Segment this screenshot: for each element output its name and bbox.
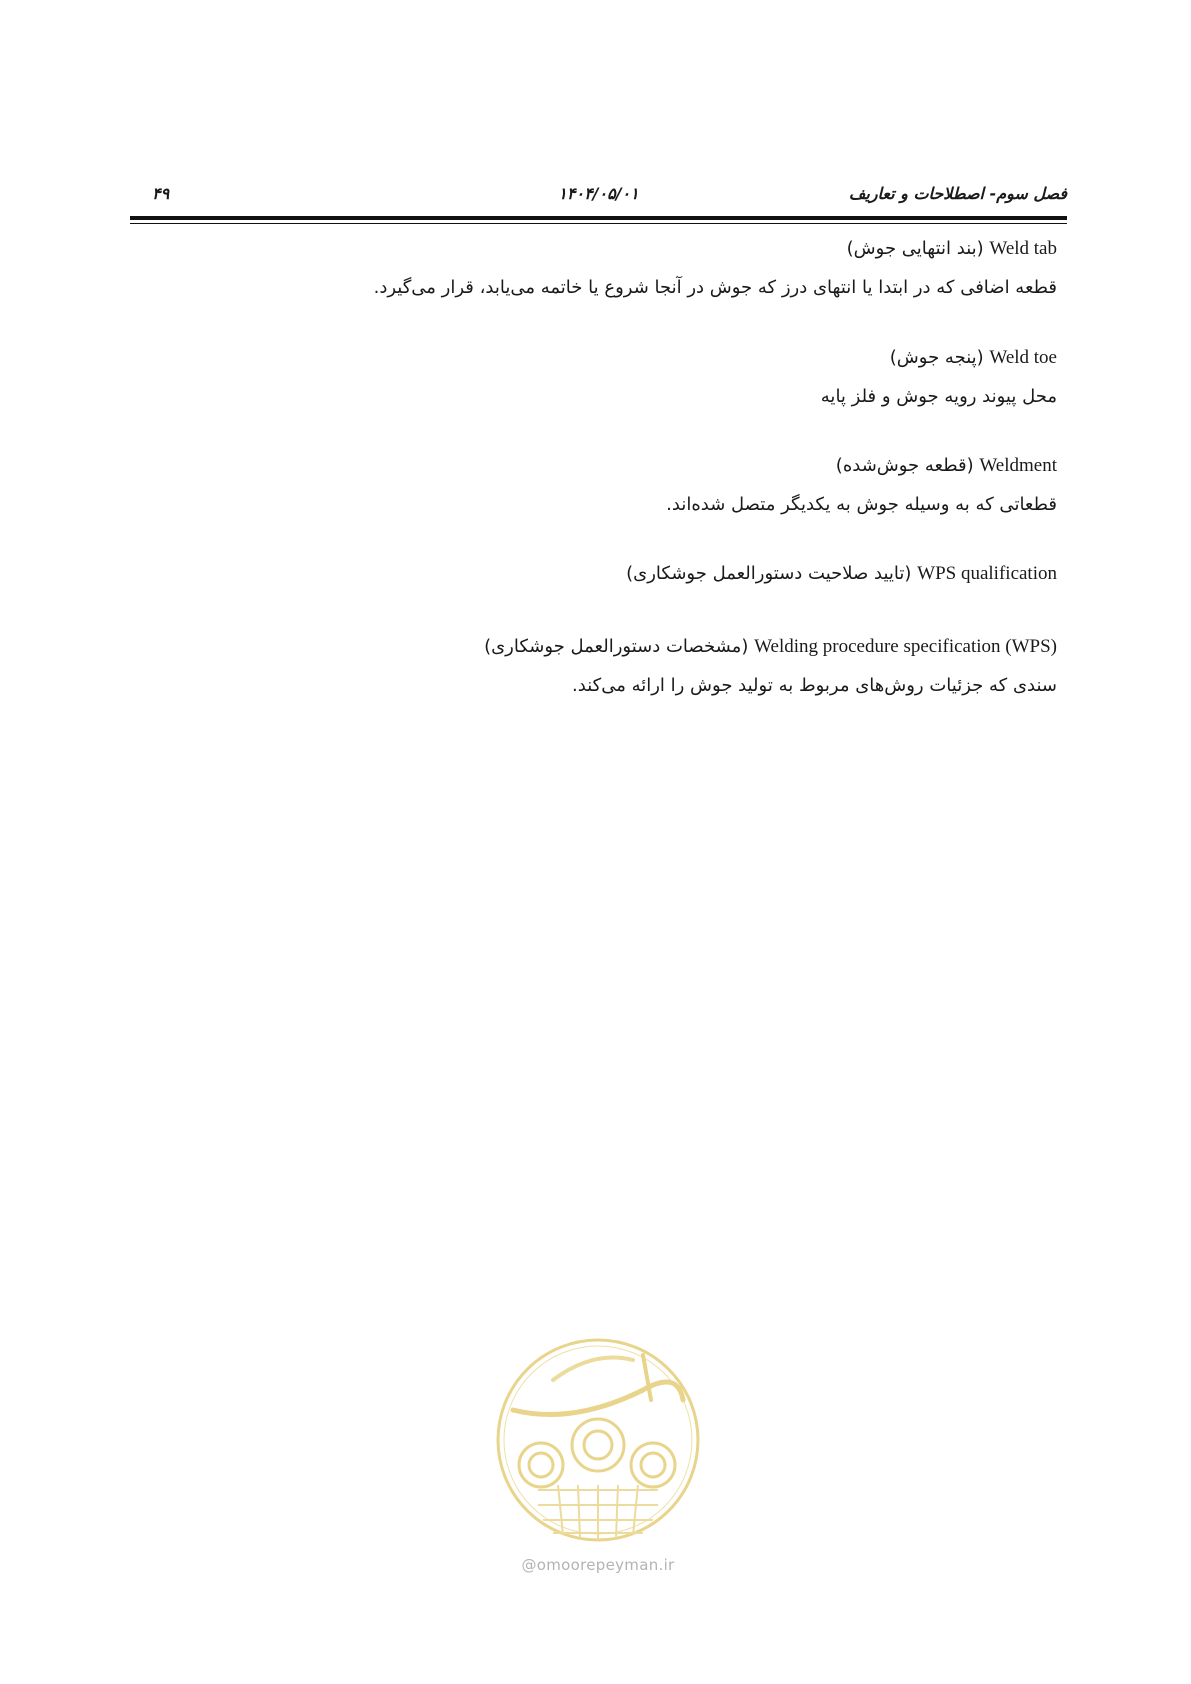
- entry-definition: محل پیوند رویه جوش و فلز پایه: [820, 386, 1057, 407]
- term-english: Weldment: [979, 455, 1057, 476]
- glossary-entry-wps-qualification: [207, 561, 1057, 587]
- entry-definition: سندی که جزئیات روش‌های مربوط به تولید جوش را ارائه می‌کند.: [572, 675, 1057, 696]
- glossary-entry-wps: [207, 634, 1057, 699]
- omoorepeyman-seal-icon: [493, 1330, 703, 1550]
- term-english: Weld toe: [989, 347, 1057, 368]
- term-persian: (پنجه جوش): [889, 347, 984, 368]
- entry-definition: قطعاتی که به وسیله جوش به یکدیگر متصل شده‌اند.: [666, 494, 1057, 515]
- entry-term: [207, 561, 1057, 587]
- page-number: ۴۹: [152, 184, 170, 203]
- entry-definition: قطعه اضافی که در ابتدا یا انتهای درز که جوش در آنجا شروع یا خاتمه می‌یابد، قرار می‌گیرد.: [373, 277, 1057, 298]
- term-persian: (قطعه جوش‌شده): [835, 455, 974, 476]
- glossary-entry-weld-tab: [207, 236, 1057, 301]
- document-date: ۱۴۰۴/۰۵/۰۱: [558, 184, 639, 203]
- chapter-title: فصل سوم- اصطلاحات و تعاریف: [848, 184, 1067, 203]
- page-header: [130, 184, 1067, 212]
- entry-term: [207, 345, 1057, 371]
- term-english: Welding procedure specification (WPS): [754, 636, 1057, 657]
- term-english: WPS qualification: [917, 563, 1057, 584]
- header-rule-thick: [130, 216, 1067, 220]
- watermark-logo: [488, 1330, 708, 1590]
- header-rule-thin: [130, 223, 1067, 224]
- term-english: Weld tab: [989, 238, 1057, 259]
- watermark-site: @omoorepeyman.ir: [521, 1556, 675, 1574]
- glossary-entry-weldment: [207, 453, 1057, 518]
- entry-term: [207, 453, 1057, 479]
- entry-term: [207, 634, 1057, 660]
- term-persian: (بند انتهایی جوش): [846, 238, 984, 259]
- term-persian: (مشخصات دستورالعمل جوشکاری): [484, 636, 749, 657]
- glossary-entry-weld-toe: [207, 345, 1057, 410]
- entry-term: [207, 236, 1057, 262]
- term-persian: (تایید صلاحیت دستورالعمل جوشکاری): [626, 563, 912, 584]
